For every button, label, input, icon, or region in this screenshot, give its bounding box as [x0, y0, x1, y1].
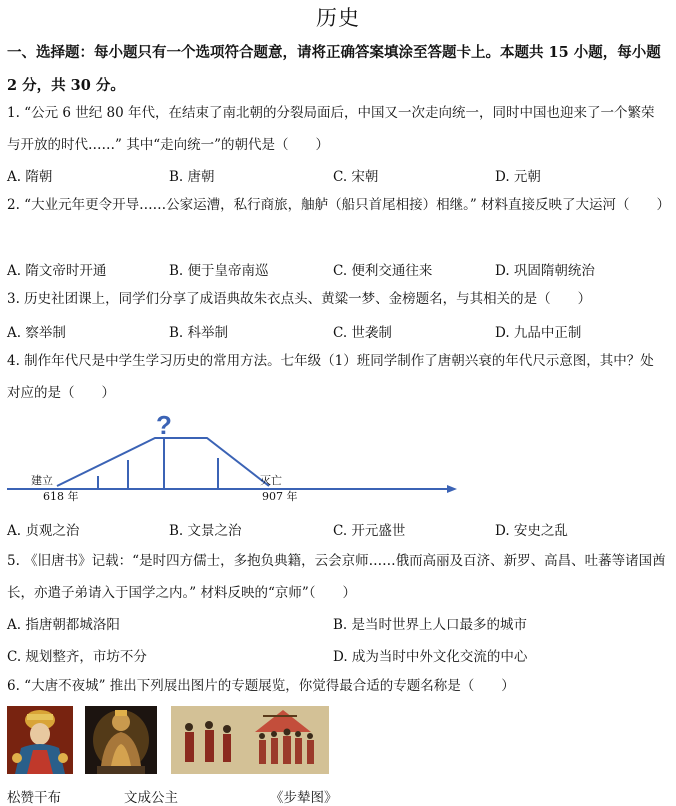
question-5-options-row1 [7, 613, 667, 635]
option-c[interactable]: C. 开元盛世 [333, 523, 406, 539]
option-d[interactable]: D. 巩固隋朝统治 [495, 263, 595, 279]
option-d[interactable]: D. 成为当时中外文化交流的中心 [333, 649, 528, 665]
option-a[interactable]: A. 贞观之治 [7, 523, 80, 539]
question-5-options-row2 [7, 645, 667, 667]
caption-princess-wencheng: 文成公主 [124, 790, 178, 806]
timeline-diagram [7, 412, 467, 506]
end-label: 灭亡 [260, 474, 282, 487]
question-2: 2. “大业元年更令开导……公家运漕，私行商旅，舳舻（船只首尾相接）相继。” 材料直接反映了大运河（ ） [7, 197, 671, 213]
end-year: 907 年 [262, 490, 298, 503]
option-a[interactable]: A. 隋朝 [7, 169, 53, 185]
option-b[interactable]: B. 是当时世界上人口最多的城市 [333, 617, 528, 633]
option-b[interactable]: B. 文景之治 [169, 523, 242, 539]
page-title: 历史 [316, 6, 360, 30]
bunian-tu-painting [171, 706, 329, 774]
question-mark: ? [156, 412, 172, 440]
option-d[interactable]: D. 九品中正制 [495, 325, 582, 341]
option-c[interactable]: C. 便利交通往来 [333, 263, 433, 279]
start-label: 建立 [31, 474, 53, 487]
question-1-options [7, 165, 667, 187]
question-1: 1. “公元 6 世纪 80 年代，在结束了南北朝的分裂局面后，中国又一次走向统一，同时中国也迎来了一个繁荣与开放的时代……” 其中“走向统一”的朝代是（ ） [7, 105, 655, 153]
caption-songtsen-gampo: 松赞干布 [7, 790, 61, 806]
question-4-options [7, 519, 667, 541]
option-b[interactable]: B. 唐朝 [169, 169, 215, 185]
option-b[interactable]: B. 科举制 [169, 325, 229, 341]
option-b[interactable]: B. 便于皇帝南巡 [169, 263, 269, 279]
start-year: 618 年 [43, 490, 79, 503]
question-2-options [7, 259, 667, 281]
option-a[interactable]: A. 指唐朝都城洛阳 [7, 617, 120, 633]
princess-wencheng-image [85, 706, 157, 774]
option-d[interactable]: D. 安史之乱 [495, 523, 568, 539]
option-a[interactable]: A. 隋文帝时开通 [7, 263, 107, 279]
section-heading: 一、选择题：每小题只有一个选项符合题意，请将正确答案填涂至答题卡上。本题共 15 小题，每小题 2 分，共 30 分。 [7, 44, 661, 94]
question-6: 6. “大唐不夜城” 推出下列展出图片的专题展览，你觉得最合适的专题名称是（ ） [7, 678, 515, 694]
axis-arrow [447, 485, 457, 493]
option-c[interactable]: C. 规划整齐，市坊不分 [7, 649, 147, 665]
question-5: 5. 《旧唐书》记载：“是时四方儒士，多抱负典籍，云会京师……俄而高丽及百济、新罗、高昌、吐蕃等诸国酋长，亦遣子弟请入于国学之内。” 材料反映的“京师”（ ） [7, 553, 666, 601]
question-4: 4. 制作年代尺是中学生学习历史的常用方法。七年级（1）班同学制作了唐朝兴衰的年代尺示意图，其中？处对应的是（ ） [7, 353, 654, 401]
songtsen-gampo-image [7, 706, 73, 774]
question-3-options [7, 321, 667, 343]
option-a[interactable]: A. 察举制 [7, 325, 66, 341]
question-3: 3. 历史社团课上，同学们分享了成语典故朱衣点头、黄粱一梦、金榜题名，与其相关的是（ ） [7, 291, 592, 307]
option-d[interactable]: D. 元朝 [495, 169, 541, 185]
option-c[interactable]: C. 世袭制 [333, 325, 392, 341]
option-c[interactable]: C. 宋朝 [333, 169, 379, 185]
caption-bunian-tu: 《步辇图》 [270, 790, 338, 806]
